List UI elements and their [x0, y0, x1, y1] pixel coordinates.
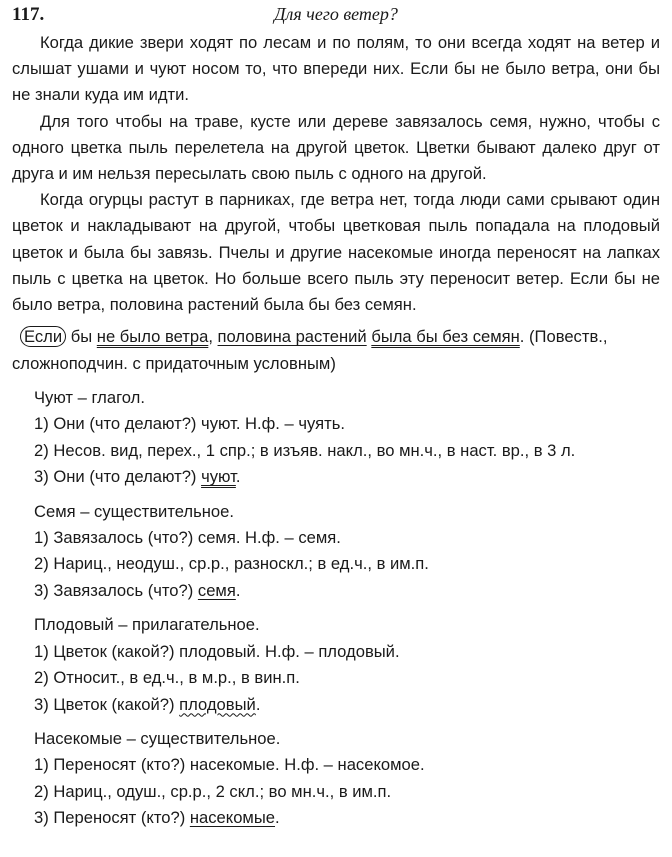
morph-underlined-word: семя: [197, 580, 236, 600]
morph-underlined-word: чуют: [201, 467, 236, 487]
main-text: [12, 30, 660, 318]
morph-heading: Чуют – глагол.: [34, 388, 145, 408]
morph-item: 2) Нариц., неодуш., ср.р., разноскл.; в ед.ч., в им.п.: [34, 554, 429, 574]
paragraph-3: Когда огурцы растут в парниках, где ветра нет, тогда люди сами срывают один цветок и накладывают на другой, чтобы цветковая пыль попадала на плодовый цветок и была бы завязь. Пчелы и другие насекомые иногда переносят на лапках пыль с цветка на цветок. Но больше всего пыль эту переносит ветер. Если бы не было ветра, половина растений была бы без семян.: [12, 190, 660, 315]
morph-item-prefix: 3) Завязалось (что?): [34, 580, 198, 600]
morph-block-verb: [12, 385, 660, 491]
analysis-comma: ,: [208, 327, 218, 347]
analysis-word: бы: [66, 327, 97, 347]
morph-item: 2) Относит., в ед.ч., в м.р., в вин.п.: [34, 668, 300, 688]
morph-heading: Семя – существительное.: [34, 501, 234, 521]
header: [12, 4, 660, 30]
morph-item-prefix: 3) Они (что делают?): [34, 467, 202, 487]
paragraph-2: Для того чтобы на траве, кусте или дереве завязалось семя, нужно, чтобы с одного цветка пыль перелетела на другой цветок. Цветки бывают далеко друг от друга и им нельзя пересылать свою пыль с одного на другой.: [12, 111, 660, 184]
morph-block-noun-2: [12, 726, 660, 832]
analysis-clause-predicate: не было ветра: [96, 327, 209, 347]
morph-item-prefix: 3) Цветок (какой?): [34, 694, 180, 714]
morph-item: 1) Переносят (кто?) насекомые. Н.ф. – насекомое.: [34, 755, 425, 775]
morph-item: [12, 692, 660, 718]
analysis-subject: половина растений: [217, 327, 367, 347]
morph-block-noun-1: [12, 499, 660, 605]
morph-item: 1) Они (что делают?) чуют. Н.ф. – чуять.: [34, 414, 345, 434]
morph-heading: Плодовый – прилагательное.: [34, 615, 260, 635]
analysis-sentence: [12, 324, 660, 377]
morph-item-suffix: .: [235, 580, 241, 600]
paragraph-1: Когда дикие звери ходят по лесам и по полям, то они всегда ходят на ветер и слышат ушами и чуют носом то, что впереди них. Если бы не было ветра, они бы не знали куда им идти.: [12, 33, 660, 105]
morph-underlined-word: насекомые: [189, 808, 276, 828]
morph-item-suffix: .: [235, 467, 241, 487]
sentence-analysis: [12, 324, 660, 831]
morph-item: 1) Завязалось (что?) семя. Н.ф. – семя.: [34, 528, 341, 548]
analysis-tail: . (Повеств., сложноподчин. с придаточным условным): [12, 327, 608, 373]
morph-item-prefix: 3) Переносят (кто?): [34, 808, 190, 828]
morph-underlined-word: плодовый: [179, 694, 256, 714]
morph-item: 2) Несов. вид, перех., 1 спр.; в изъяв. накл., во мн.ч., в наст. вр., в 3 л.: [34, 440, 576, 460]
morph-block-adjective: [12, 612, 660, 718]
morph-item: [12, 578, 660, 604]
morph-item: 1) Цветок (какой?) плодовый. Н.ф. – плодовый.: [34, 641, 400, 661]
analysis-predicate: была бы без семян: [371, 327, 520, 347]
exercise-number: 117.: [12, 4, 45, 25]
exercise-title: Для чего ветер?: [274, 4, 398, 24]
morph-item-suffix: .: [255, 694, 261, 714]
morph-item: 2) Нариц., одуш., ср.р., 2 скл.; во мн.ч., в им.п.: [34, 781, 392, 801]
circled-conjunction: Если: [20, 326, 66, 347]
morph-item: [12, 464, 660, 490]
morph-item: [12, 805, 660, 831]
morph-heading: Насекомые – существительное.: [34, 728, 281, 748]
morph-item-suffix: .: [275, 808, 280, 828]
